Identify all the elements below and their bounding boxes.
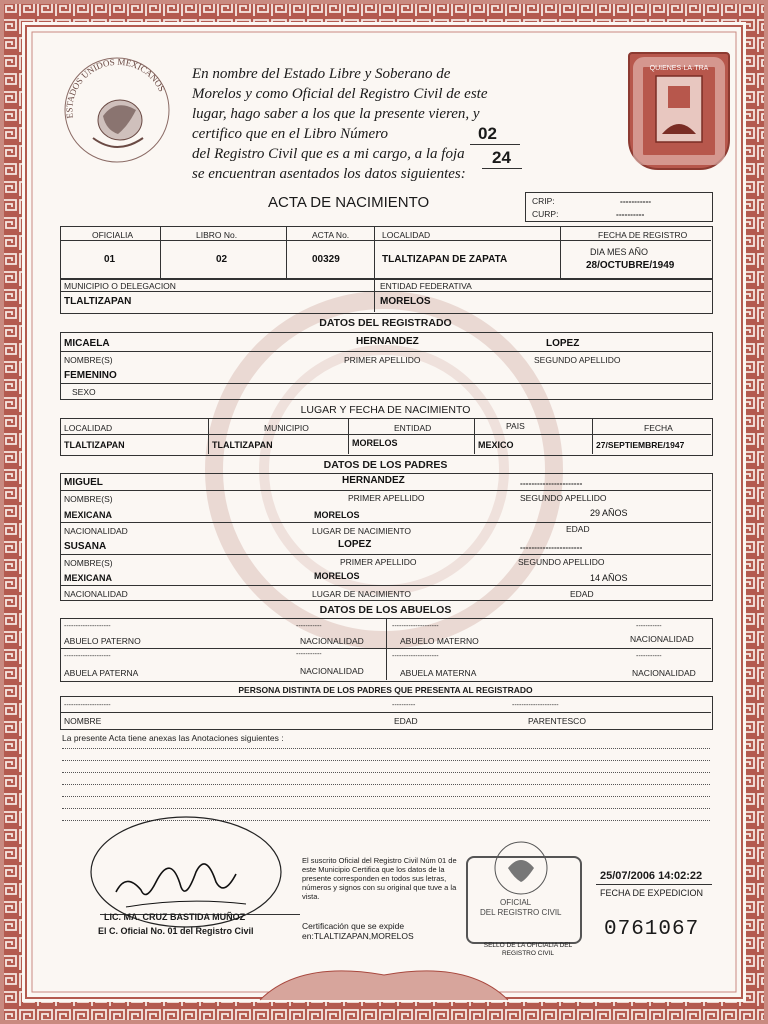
national-seal-icon bbox=[58, 48, 176, 166]
coat-of-arms-motto bbox=[630, 54, 631, 55]
persona-parentesco-label: PARENTESCO bbox=[528, 716, 586, 726]
madre-primer-apellido-label: PRIMER APELLIDO bbox=[340, 557, 417, 567]
folio-number: 0761067 bbox=[604, 918, 700, 941]
madre-segundo-apellido: ---------------------- bbox=[520, 542, 583, 552]
localidad-value: TLALTIZAPAN DE ZAPATA bbox=[382, 254, 508, 265]
stamp-caption: SELLO DE LA OFICIALIA DEL REGISTRO CIVIL bbox=[483, 942, 573, 957]
nac-localidad-label: LOCALIDAD bbox=[64, 423, 113, 433]
stamp-line-1: OFICIAL bbox=[500, 898, 532, 907]
document-title: ACTA DE NACIMIENTO bbox=[268, 194, 430, 211]
padre-edad-label: EDAD bbox=[566, 524, 590, 534]
madre-nombre: SUSANA bbox=[64, 541, 107, 552]
nac-pais-label: PAIS bbox=[506, 421, 525, 431]
abuela-materna-nac-value: ----------- bbox=[636, 653, 662, 660]
madre-lugar: MORELOS bbox=[314, 571, 360, 581]
padre-primer-apellido-label: PRIMER APELLIDO bbox=[348, 493, 425, 503]
madre-nombre-label: NOMBRE(S) bbox=[64, 558, 113, 568]
libro-label: LIBRO No. bbox=[196, 230, 238, 240]
foja-number: 24 bbox=[492, 148, 511, 167]
oficialia-value: 01 bbox=[104, 254, 116, 265]
preamble-line: certifico que en el Libro Número bbox=[192, 126, 388, 142]
abuelo-materno-nac-label: NACIONALIDAD bbox=[630, 634, 694, 644]
section-padres: DATOS DE LOS PADRES bbox=[323, 459, 448, 471]
oficialia-label: OFICIALIA bbox=[92, 230, 134, 240]
persona-edad-value: ---------- bbox=[392, 702, 416, 709]
preamble-line: Morelos y como Oficial del Registro Civil de este bbox=[192, 86, 488, 102]
madre-lugar-label: LUGAR DE NACIMIENTO bbox=[312, 589, 412, 599]
preamble-line: lugar, hago saber a los que la presente vieren, y bbox=[192, 106, 480, 122]
crip-value: ----------- bbox=[620, 196, 652, 206]
padre-edad: 29 AÑOS bbox=[590, 508, 628, 518]
anotaciones-label: La presente Acta tiene anexas las Anotaciones siguientes : bbox=[62, 733, 284, 743]
abuela-paterna-label: ABUELA PATERNA bbox=[64, 668, 139, 678]
persona-nombre-value: -------------------- bbox=[64, 702, 111, 709]
registrado-segundo-apellido: LOPEZ bbox=[546, 338, 580, 349]
padre-lugar-label: LUGAR DE NACIMIENTO bbox=[312, 526, 412, 536]
persona-parentesco-value: -------------------- bbox=[512, 702, 559, 709]
coat-of-arms-icon bbox=[630, 54, 728, 168]
entidad-federativa-value: MORELOS bbox=[380, 296, 431, 307]
madre-segundo-apellido-label: SEGUNDO APELLIDO bbox=[518, 557, 605, 567]
section-abuelos: DATOS DE LOS ABUELOS bbox=[319, 604, 452, 616]
nac-pais-value: MEXICO bbox=[478, 440, 514, 450]
abuela-paterna-nac-label: NACIONALIDAD bbox=[300, 666, 364, 676]
state-coat-of-arms bbox=[628, 52, 730, 170]
nac-municipio-value: TLALTIZAPAN bbox=[212, 440, 273, 450]
nacimiento-box bbox=[60, 418, 713, 456]
acta-label: ACTA No. bbox=[312, 230, 350, 240]
abuela-materna-nac-label: NACIONALIDAD bbox=[632, 668, 696, 678]
oficial-cargo: El C. Oficial No. 01 del Registro Civil bbox=[98, 926, 254, 936]
nombre-label: NOMBRE(S) bbox=[64, 355, 113, 365]
preamble bbox=[192, 64, 512, 184]
section-nacimiento: LUGAR Y FECHA DE NACIMIENTO bbox=[300, 404, 471, 416]
abuelo-materno-value: -------------------- bbox=[392, 623, 439, 630]
nac-localidad-value: TLALTIZAPAN bbox=[64, 440, 125, 450]
nac-fecha-label: FECHA bbox=[644, 423, 673, 433]
acta-value: 00329 bbox=[312, 254, 340, 265]
libro-value: 02 bbox=[216, 254, 228, 265]
persona-nombre-label: NOMBRE bbox=[64, 716, 102, 726]
curp-value: ---------- bbox=[616, 209, 645, 219]
padre-segundo-apellido-label: SEGUNDO APELLIDO bbox=[520, 493, 607, 503]
persona-edad-label: EDAD bbox=[394, 716, 418, 726]
fecha-registro-label: FECHA DE REGISTRO bbox=[598, 230, 688, 240]
nac-entidad-value: MORELOS bbox=[352, 438, 398, 448]
padre-segundo-apellido: ---------------------- bbox=[520, 478, 583, 488]
sexo-label: SEXO bbox=[72, 387, 96, 397]
certificacion-expide: Certificación que se expide en:TLALTIZAPAN,MORELOS bbox=[302, 921, 414, 941]
libro-number: 02 bbox=[478, 124, 497, 143]
abuelo-paterno-nac-label: NACIONALIDAD bbox=[300, 636, 364, 646]
oficial-nombre: LIC. MA. CRUZ BASTIDA MUÑOZ bbox=[104, 912, 246, 922]
persona-box bbox=[60, 696, 713, 730]
localidad-label: LOCALIDAD bbox=[382, 230, 431, 240]
svg-text:QUIENES·LA·TRA: QUIENES·LA·TRA bbox=[649, 65, 709, 72]
preamble-line: En nombre del Estado Libre y Soberano de bbox=[192, 66, 451, 82]
abuelo-materno-label: ABUELO MATERNO bbox=[400, 636, 479, 646]
nac-entidad-label: ENTIDAD bbox=[394, 423, 432, 433]
padre-nombre: MIGUEL bbox=[64, 477, 103, 488]
abuela-materna-value: -------------------- bbox=[392, 653, 439, 660]
segundo-apellido-label: SEGUNDO APELLIDO bbox=[534, 355, 621, 365]
madre-nacionalidad-label: NACIONALIDAD bbox=[64, 589, 128, 599]
abuelo-materno-nac-value: ----------- bbox=[636, 623, 662, 630]
padre-nacionalidad-label: NACIONALIDAD bbox=[64, 526, 128, 536]
madre-edad: 14 AÑOS bbox=[590, 573, 628, 583]
nac-fecha-value: 27/SEPTIEMBRE/1947 bbox=[596, 440, 685, 450]
municipio-value: TLALTIZAPAN bbox=[64, 296, 132, 307]
crip-label: CRIP: bbox=[532, 196, 555, 206]
abuelo-paterno-nac-value: ----------- bbox=[296, 623, 322, 630]
curp-label: CURP: bbox=[532, 209, 559, 219]
fecha-expedicion-label: FECHA DE EXPEDICION bbox=[600, 888, 704, 898]
abuela-paterna-value: -------------------- bbox=[64, 653, 111, 660]
section-registrado: DATOS DEL REGISTRADO bbox=[319, 317, 452, 329]
abuelo-paterno-value: -------------------- bbox=[64, 623, 111, 630]
stamp-line-2: DEL REGISTRO CIVIL bbox=[480, 908, 562, 917]
fecha-registro-value: 28/OCTUBRE/1949 bbox=[586, 260, 675, 271]
preamble-line: se encuentran asentados los datos siguientes: bbox=[192, 166, 466, 182]
registrado-primer-apellido: HERNANDEZ bbox=[356, 336, 419, 347]
padre-nacionalidad: MEXICANA bbox=[64, 510, 113, 520]
abuela-paterna-nac-value: ----------- bbox=[296, 651, 322, 658]
abuela-materna-label: ABUELA MATERNA bbox=[400, 668, 477, 678]
entidad-federativa-label: ENTIDAD FEDERATIVA bbox=[380, 281, 472, 291]
padre-primer-apellido: HERNANDEZ bbox=[342, 475, 405, 486]
nac-municipio-label: MUNICIPIO bbox=[264, 423, 309, 433]
fecha-expedicion-value: 25/07/2006 14:02:22 bbox=[600, 870, 703, 882]
municipio-label: MUNICIPIO O DELEGACION bbox=[64, 281, 176, 291]
abuelo-paterno-label: ABUELO PATERNO bbox=[64, 636, 141, 646]
section-persona: PERSONA DISTINTA DE LOS PADRES QUE PRESENTA AL REGISTRADO bbox=[238, 685, 533, 695]
madre-nacionalidad: MEXICANA bbox=[64, 573, 113, 583]
seal-text: ESTADOS UNIDOS MEXICANOS bbox=[64, 56, 168, 119]
registrado-nombre: MICAELA bbox=[64, 338, 110, 349]
primer-apellido-label: PRIMER APELLIDO bbox=[344, 355, 421, 365]
registrado-sexo: FEMENINO bbox=[64, 370, 117, 381]
madre-edad-label: EDAD bbox=[570, 589, 594, 599]
dia-mes-ano-label: DIA MES AÑO bbox=[590, 247, 649, 257]
padre-nombre-label: NOMBRE(S) bbox=[64, 494, 113, 504]
padre-lugar: MORELOS bbox=[314, 510, 360, 520]
madre-primer-apellido: LOPEZ bbox=[338, 539, 372, 550]
certificacion-text: El suscrito Oficial del Registro Civil Núm 01 de este Municipio Certifica que los datos de la presente corresponden en todos sus letras, números y signos con su original que tuve a la vista. bbox=[302, 856, 457, 901]
preamble-line: del Registro Civil que es a mi cargo, a la foja bbox=[192, 146, 465, 162]
